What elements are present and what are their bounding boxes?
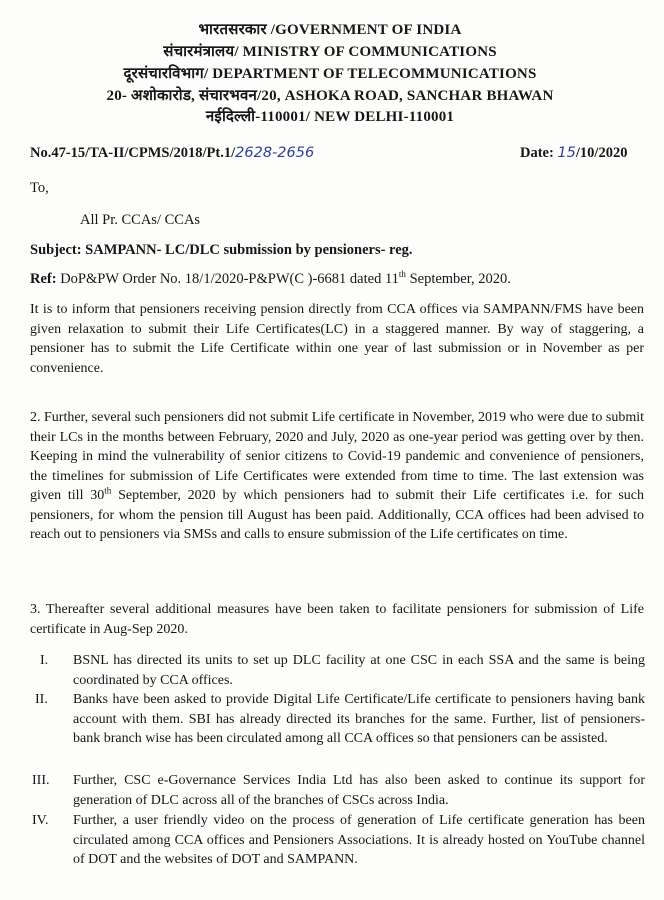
handwritten-dispatch-number: 2628-2656 [235,145,315,161]
paragraph-2 [30,408,644,545]
reference-number [30,145,314,162]
list-item-number: I. [40,653,49,668]
list-item-text: Banks have been asked to provide Digital Life Certificate/Life certificate to pensioners having bank account with them. SBI has already directed its branches for the same. Further, list of pensioners- bank branch wise has been circulated among all CCA offices so that pensioners can be assisted. [73,692,645,746]
header-city: नईदिल्ली-110001/ NEW DELHI-110001 [205,109,455,125]
paragraph-2-text-end: September, 2020 by which pensioners had to submit their Life certificates i.e. for such pensioners, for whom the pension till August has been paid. Additionally, CCA offices had been advised to reach out to pensioners via SMSs and calls to ensure submission of the Life certificates on time. [30,488,644,542]
list-item-text: Further, CSC e-Governance Services India Ltd has also been asked to continue its support for generation of DLC across all of the branches of CSCs across India. [73,773,645,808]
handwritten-date-day: 15 [557,145,576,161]
reference-sup: th [398,269,406,280]
reference-line [30,271,511,288]
list-item-number: III. [32,773,50,788]
header-department: दूरसंचारविभाग/ DEPARTMENT OF TELECOMMUNICATIONS [123,66,537,82]
letter-date [520,145,627,162]
list-item-number: IV. [32,813,49,828]
header-address: 20- अशोकारोड, संचारभवन/20, ASHOKA ROAD, SANCHAR BHAWAN [106,88,554,104]
list-item-text: Further, a user friendly video on the process of generation of Life certificate generation has been circulated among CCA offices and Pensioners Associations. It is already hosted on YouTube channel of DOT and the websites of DOT and SAMPANN. [73,813,645,867]
paragraph-2-text: 2. Further, several such pensioners did not submit Life certificate in November, 2019 who were due to submit their LCs in the months between February, 2020 and July, 2020 as one-year period was getting over by then. Keeping in mind the vulnerability of senior citizens to Covid-19 pandemic and convenience of pensioners, the timelines for submission of Life Certificates were extended from time to time. The last extension was given till 30 [30,410,644,503]
salutation-to: To, [30,180,49,196]
date-month-year: /10/2020 [575,145,628,161]
paragraph-2-sup: th [104,485,112,496]
list-item-number: II. [35,692,48,707]
list-item-text: BSNL has directed its units to set up DLC facility at one CSC in each SSA and the same is being coordinated by CCA offices. [73,653,645,688]
subject-line: Subject: SAMPANN- LC/DLC submission by pensioners- reg. [30,242,413,258]
header-ministry: संचारमंत्रालय/ MINISTRY OF COMMUNICATIONS [163,44,497,60]
reference-label: Ref: [30,271,57,287]
reference-number-printed: No.47-15/TA-II/CPMS/2018/Pt.1/ [30,145,236,161]
reference-text-end: September, 2020. [405,271,511,287]
reference-text: DoP&PW Order No. 18/1/2020-P&PW(C )-6681 dated 11 [56,271,399,287]
recipient: All Pr. CCAs/ CCAs [80,212,201,228]
paragraph-3: 3. Thereafter several additional measures have been taken to facilitate pensioners for submission of Life certificate in Aug-Sep 2020. [30,602,644,637]
date-label: Date: [520,145,558,161]
paragraph-1: It is to inform that pensioners receiving pension directly from CCA offices via SAMPANN/FMS have been given relaxation to submit their Life Certificates(LC) in a staggered manner. By way of staggering, a pensioner has to submit the Life Certificate within one year of last submission or in November as per convenience. [30,302,644,376]
header-government: भारतसरकार /GOVERNMENT OF INDIA [198,22,462,38]
